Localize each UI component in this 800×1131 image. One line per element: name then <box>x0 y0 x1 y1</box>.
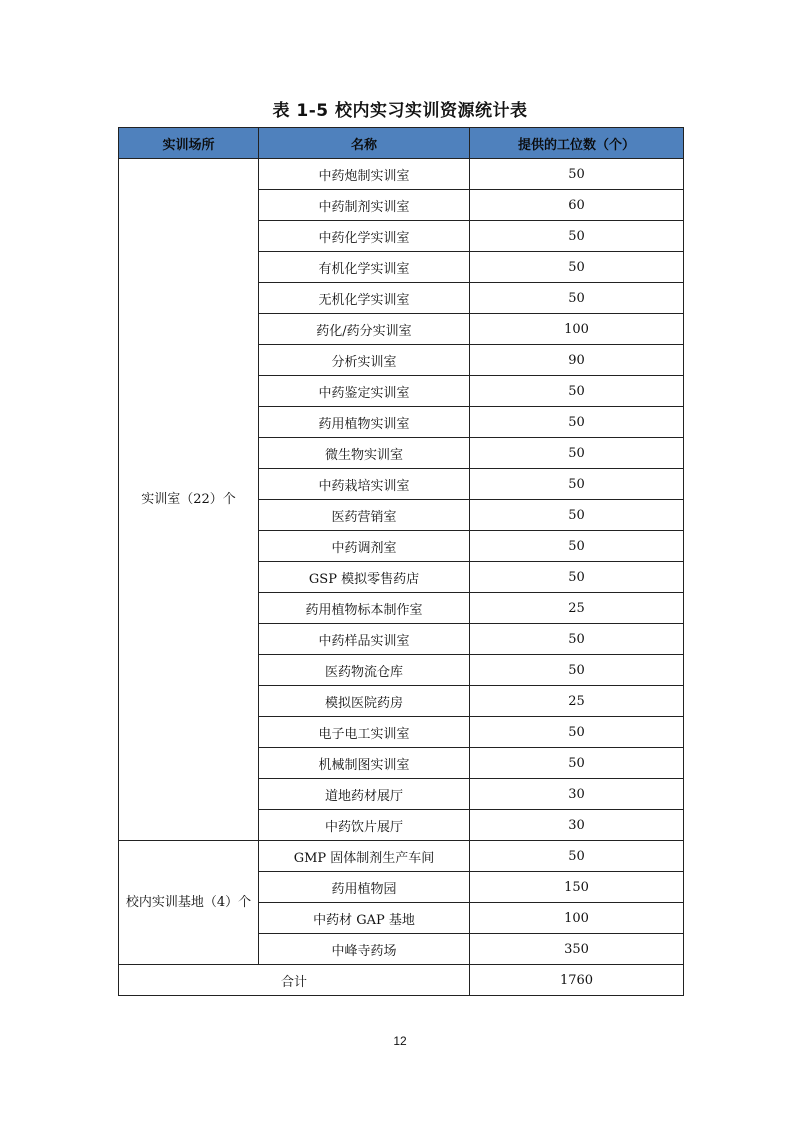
station-count-cell: 50 <box>470 748 684 779</box>
facility-name-cell: 有机化学实训室 <box>259 252 470 283</box>
facility-name-cell: 药用植物标本制作室 <box>259 593 470 624</box>
station-count-cell: 25 <box>470 686 684 717</box>
facility-name-cell: GMP 固体制剂生产车间 <box>259 841 470 872</box>
station-count-cell: 350 <box>470 934 684 965</box>
facility-name-cell: 中药饮片展厅 <box>259 810 470 841</box>
table-body <box>119 159 684 996</box>
facility-name-cell: 机械制图实训室 <box>259 748 470 779</box>
station-count-cell: 50 <box>470 252 684 283</box>
header-station-count: 提供的工位数（个） <box>470 128 684 159</box>
station-count-cell: 50 <box>470 407 684 438</box>
station-count-cell: 50 <box>470 624 684 655</box>
page-title: 表 1-5 校内实习实训资源统计表 <box>272 101 528 121</box>
station-count-cell: 50 <box>470 283 684 314</box>
group-label-cell: 实训室（22）个 <box>119 159 259 841</box>
station-count-cell: 50 <box>470 221 684 252</box>
facility-name-cell: 中药制剂实训室 <box>259 190 470 221</box>
page-number: 12 <box>393 1034 407 1048</box>
table-header-row <box>119 128 684 159</box>
facility-name-cell: 中药样品实训室 <box>259 624 470 655</box>
facility-name-cell: 无机化学实训室 <box>259 283 470 314</box>
group-label-cell: 校内实训基地（4）个 <box>119 841 259 965</box>
station-count-cell: 60 <box>470 190 684 221</box>
facility-name-cell: 药化/药分实训室 <box>259 314 470 345</box>
station-count-cell: 90 <box>470 345 684 376</box>
table-row <box>119 841 684 872</box>
station-count-cell: 50 <box>470 841 684 872</box>
station-count-cell: 30 <box>470 779 684 810</box>
station-count-cell: 50 <box>470 717 684 748</box>
facility-name-cell: 道地药材展厅 <box>259 779 470 810</box>
facility-name-cell: 中药材 GAP 基地 <box>259 903 470 934</box>
station-count-cell: 50 <box>470 438 684 469</box>
facility-name-cell: 中药炮制实训室 <box>259 159 470 190</box>
facility-name-cell: 中峰寺药场 <box>259 934 470 965</box>
station-count-cell: 100 <box>470 903 684 934</box>
facility-name-cell: 电子电工实训室 <box>259 717 470 748</box>
facility-name-cell: 药用植物实训室 <box>259 407 470 438</box>
station-count-cell: 50 <box>470 655 684 686</box>
station-count-cell: 150 <box>470 872 684 903</box>
facility-name-cell: 中药栽培实训室 <box>259 469 470 500</box>
facility-name-cell: 中药调剂室 <box>259 531 470 562</box>
resource-table <box>118 127 684 996</box>
station-count-cell: 50 <box>470 469 684 500</box>
facility-name-cell: 模拟医院药房 <box>259 686 470 717</box>
facility-name-cell: 微生物实训室 <box>259 438 470 469</box>
station-count-cell: 50 <box>470 562 684 593</box>
total-row <box>119 965 684 996</box>
header-name: 名称 <box>259 128 470 159</box>
station-count-cell: 30 <box>470 810 684 841</box>
total-label-cell: 合计 <box>119 965 470 996</box>
station-count-cell: 100 <box>470 314 684 345</box>
station-count-cell: 50 <box>470 500 684 531</box>
facility-name-cell: 医药营销室 <box>259 500 470 531</box>
facility-name-cell: 分析实训室 <box>259 345 470 376</box>
facility-name-cell: 药用植物园 <box>259 872 470 903</box>
station-count-cell: 50 <box>470 159 684 190</box>
station-count-cell: 50 <box>470 376 684 407</box>
station-count-cell: 50 <box>470 531 684 562</box>
facility-name-cell: 中药鉴定实训室 <box>259 376 470 407</box>
header-location: 实训场所 <box>119 128 259 159</box>
total-count-cell: 1760 <box>470 965 684 996</box>
table-row <box>119 159 684 190</box>
facility-name-cell: GSP 模拟零售药店 <box>259 562 470 593</box>
facility-name-cell: 中药化学实训室 <box>259 221 470 252</box>
station-count-cell: 25 <box>470 593 684 624</box>
facility-name-cell: 医药物流仓库 <box>259 655 470 686</box>
